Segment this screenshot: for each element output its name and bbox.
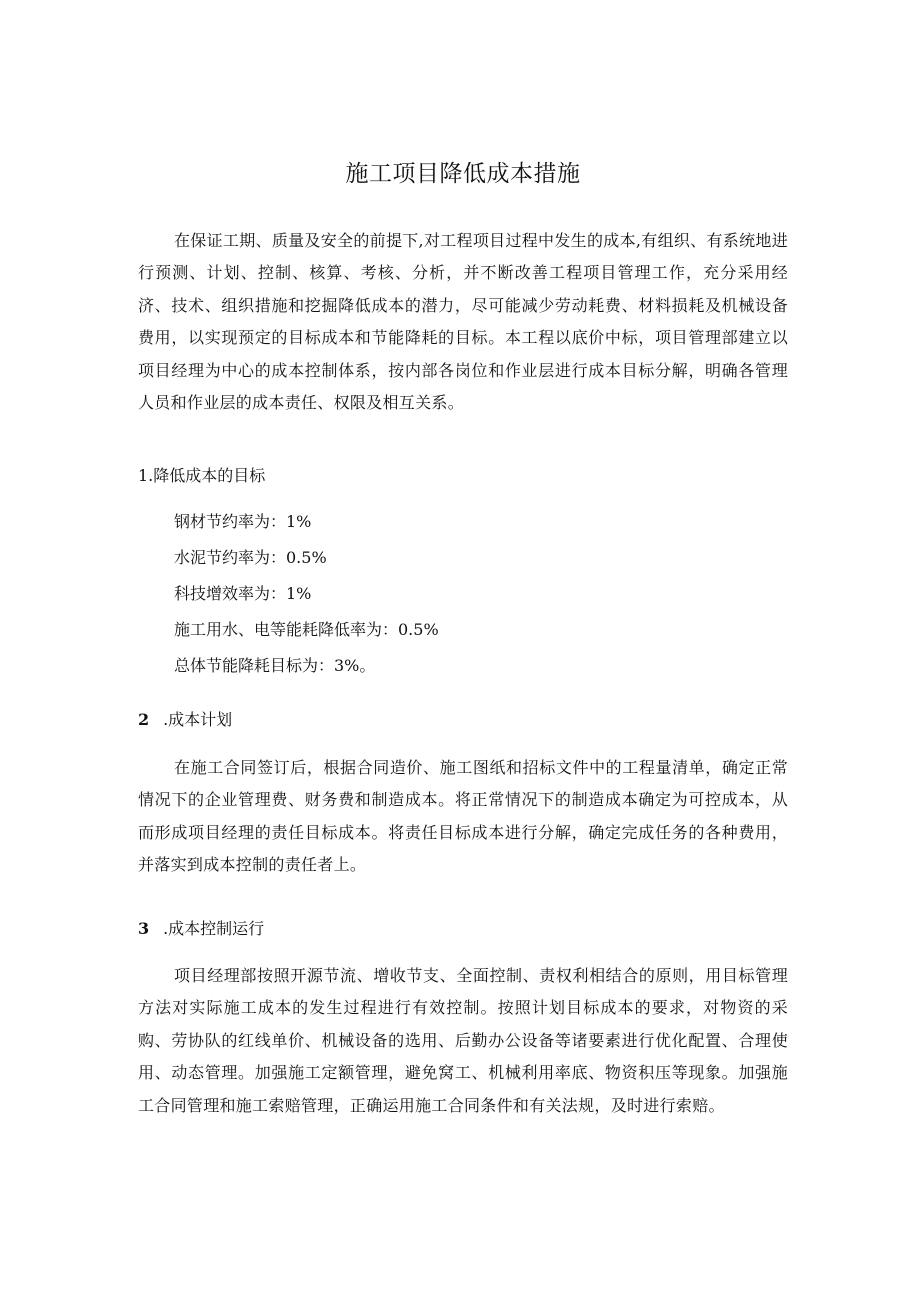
list-item: 水泥节约率为：0.5% <box>174 548 327 567</box>
section-heading-cost-plan <box>138 708 232 732</box>
list-item: 科技增效率为：1% <box>174 584 312 603</box>
section-number: 2 <box>138 710 150 729</box>
section-heading-cost-control <box>138 917 264 941</box>
intro-paragraph: 在保证工期、质量及安全的前提下,对工程项目过程中发生的成本,有组织、有系统地进行预测、计划、控制、核算、考核、分析，并不断改善工程项目管理工作，充分采用经济、技术、组织措施和挖掘降低成本的潜力，尽可能减少劳动耗费、材料损耗及机械设备费用，以实现预定的目标成本和节能降耗的目标。本工程以底价中标，项目管理部建立以项目经理为中心的成本控制体系，按内部各岗位和作业层进行成本目标分解，明确各管理人员和作业层的成本责任、权限及相互关系。 <box>138 231 788 413</box>
section-title: .成本控制运行 <box>163 919 265 938</box>
target-list <box>174 508 439 688</box>
section-title: .成本计划 <box>163 710 233 729</box>
list-item: 施工用水、电等能耗降低率为：0.5% <box>174 620 439 639</box>
section-heading-targets: 1.降低成本的目标 <box>138 466 266 485</box>
list-item: 总体节能降耗目标为：3%。 <box>174 656 376 675</box>
cost-plan-paragraph: 在施工合同签订后，根据合同造价、施工图纸和招标文件中的工程量清单，确定正常情况下的企业管理费、财务费和制造成本。将正常情况下的制造成本确定为可控成本，从而形成项目经理的责任目标成本。将责任目标成本进行分解，确定完成任务的各种费用，并落实到成本控制的责任者上。 <box>138 758 788 875</box>
list-item: 钢材节约率为：1% <box>174 512 312 531</box>
section-number: 3 <box>138 919 150 938</box>
cost-control-paragraph: 项目经理部按照开源节流、增收节支、全面控制、责权利相结合的原则，用目标管理方法对实际施工成本的发生过程进行有效控制。按照计划目标成本的要求，对物资的采购、劳协队的红线单价、机械设备的选用、后勤办公设备等诸要素进行优化配置、合理使用、动态管理。加强施工定额管理，避免窝工、机械利用率底、物资积压等现象。加强施工合同管理和施工索赔管理，正确运用施工合同条件和有关法规，及时进行索赔。 <box>138 966 788 1115</box>
page-title: 施工项目降低成本措施 <box>345 161 581 187</box>
